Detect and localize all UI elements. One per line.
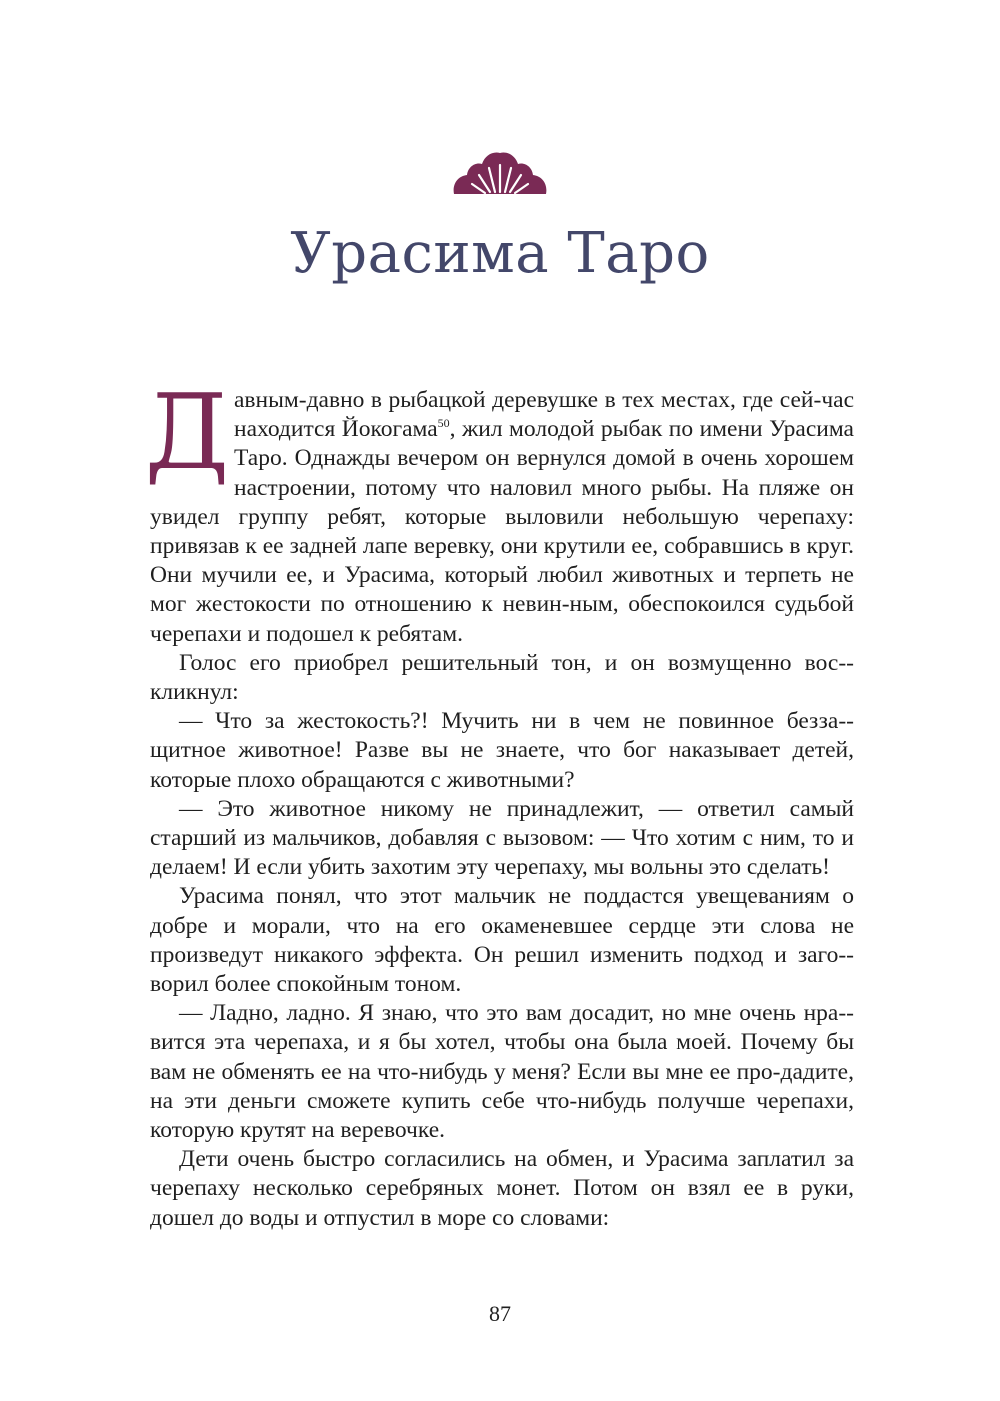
page-number: 87	[489, 1301, 511, 1326]
paragraph-text: авным-давно в рыбацкой деревушке в тех местах, где сей-час находится Йокогама	[234, 387, 854, 443]
footnote-marker[interactable]: 50	[437, 416, 450, 431]
pine-fan-icon	[451, 148, 549, 198]
dialogue-paragraph: — Что за жестокость?! Мучить ни в чем не повинное безза-щитное животное! Разве вы не знаете, что бог наказывает детей, которые плохо обращаются с животными?	[150, 708, 854, 793]
paragraph	[144, 371, 854, 649]
paragraph: Дети очень быстро согласились на обмен, и Урасима заплатил за черепаху несколько серебряных монет. Потом он взял ее в руки, дошел до воды и отпустил в море со словами:	[150, 1146, 854, 1231]
paragraph: Урасима понял, что этот мальчик не поддастся увещеваниям о добре и морали, что на его окаменевшее сердце эти слова не произведут никакого эффекта. Он решил изменить подход и заго-ворил более спокойным тоном.	[150, 883, 854, 998]
dialogue-paragraph: — Ладно, ладно. Я знаю, что это вам досадит, но мне очень нра-вится эта черепаха, и я бы хотел, чтобы она была моей. Почему бы вам не обменять ее на что-нибудь у меня? Если вы мне ее про-дадите, на эти деньги сможете купить себе что-нибудь получше черепахи, которую крутят на веревочке.	[150, 1000, 854, 1144]
chapter-body	[144, 371, 854, 1233]
drop-cap-letter: Д	[144, 371, 230, 493]
paragraph-text: , жил молодой рыбак по имени Урасима Таро. Однажды вечером он вернулся домой в очень хорошем настроении, потому что наловил много рыбы. На пляже он увидел группу ребят, которые выловили небольшую черепаху: привязав к ее задней лапе веревку, они крутили ее, собравшись в круг. Они мучили ее, и Урасима, который любил животных и терпеть не мог жестокости по отношению к невин-ным, обеспокоился судьбой черепахи и подошел к ребятам.	[150, 416, 854, 647]
paragraph: Голос его приобрел решительный тон, и он возмущенно вос-кликнул:	[150, 649, 854, 706]
dialogue-paragraph: — Это животное никому не принадлежит, — ответил самый старший из мальчиков, добавляя с вызовом: — Что хотим с ним, то и делаем! И если убить захотим эту черепаху, мы вольны это сделать!	[150, 795, 854, 881]
drop-cap	[144, 371, 230, 493]
chapter-title: Урасима Таро	[290, 221, 710, 286]
